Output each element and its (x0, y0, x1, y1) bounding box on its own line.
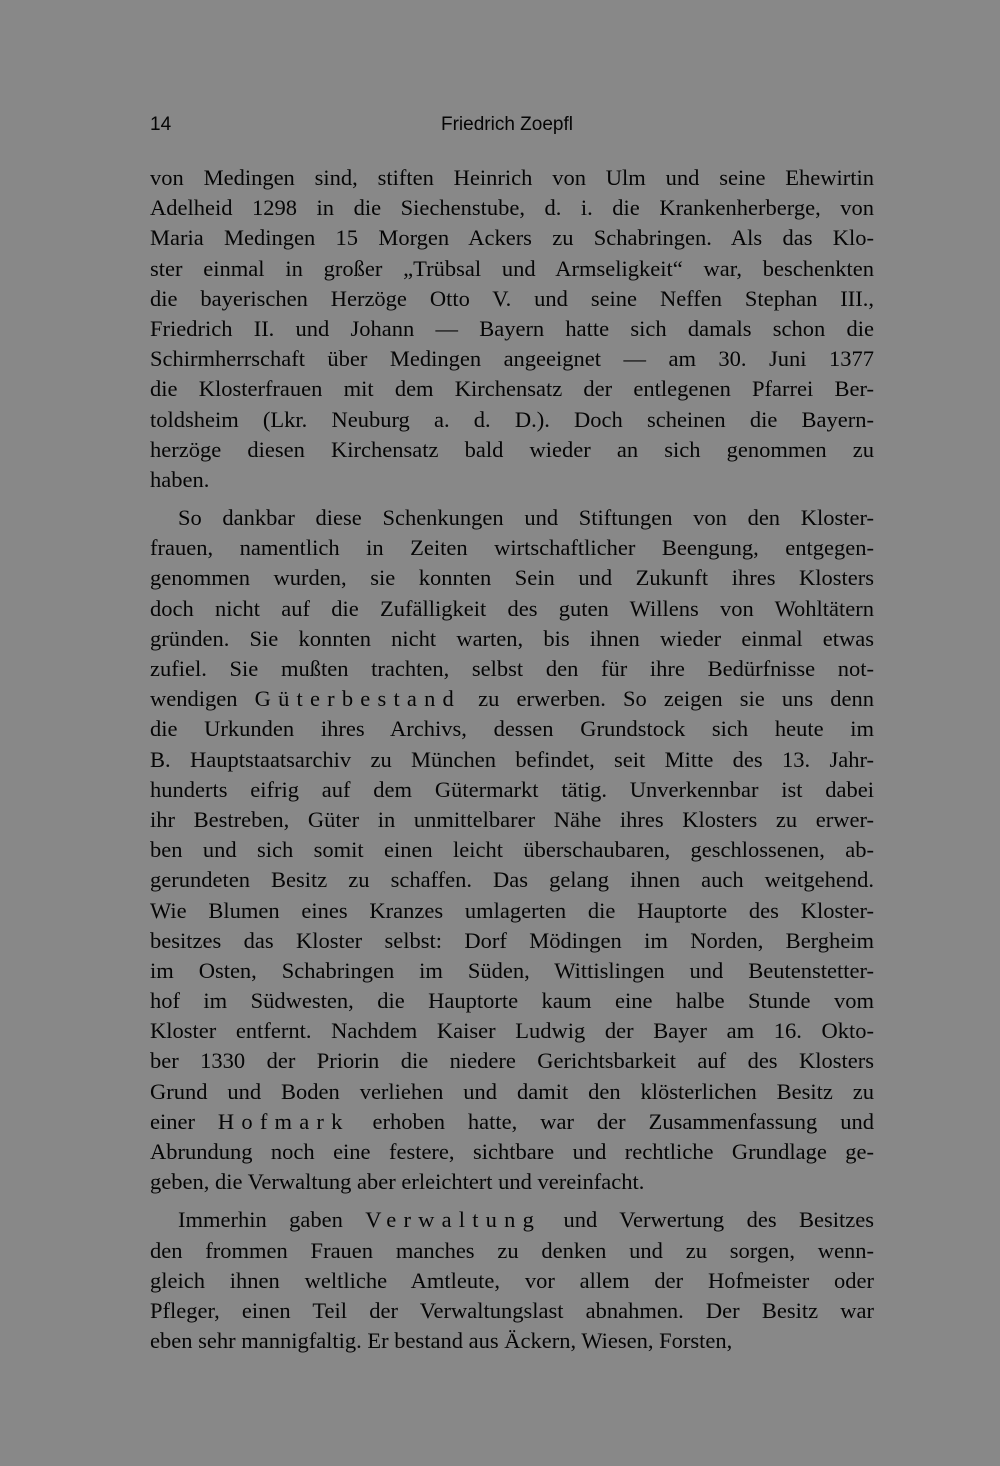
text-segment: Schirmherrschaft über Medingen angeeignet — am 30. Juni 1377 (150, 346, 874, 372)
text-segment: ben und sich somit einen leicht überschaubaren, geschlossenen, ab- (150, 837, 874, 863)
text-segment: Friedrich II. und Johann — Bayern hatte sich damals schon die (150, 315, 874, 341)
text-line (150, 926, 874, 956)
text-line (150, 835, 874, 865)
text-line (150, 745, 874, 775)
text-line (150, 465, 874, 495)
paragraph (150, 163, 874, 495)
text-line (150, 223, 874, 253)
page-number: 14 (150, 114, 172, 135)
text-line (150, 986, 874, 1016)
text-segment: Adelheid 1298 in die Siechenstube, d. i. die Krankenherberge, von (150, 195, 874, 221)
text-line (150, 193, 874, 223)
page-header (150, 114, 874, 142)
text-line (150, 1236, 874, 1266)
text-line (150, 1137, 874, 1167)
text-line (150, 896, 874, 926)
text-line (150, 405, 874, 435)
text-segment: Kloster entfernt. Nachdem Kaiser Ludwig der Bayer am 16. Okto- (150, 1018, 874, 1044)
text-segment: gleich ihnen weltliche Amtleute, vor allem der Hofmeister oder (150, 1267, 874, 1293)
text-line (150, 805, 874, 835)
text-line (150, 654, 874, 684)
text-line (150, 1167, 874, 1197)
text-line (150, 624, 874, 654)
text-line (150, 1326, 874, 1356)
spaced-emphasis: Güterbestand (254, 686, 461, 712)
spaced-emphasis: Hofmark (217, 1108, 350, 1134)
text-line (150, 956, 874, 986)
text-line (150, 1205, 874, 1235)
text-segment: geben, die Verwaltung aber erleichtert und vereinfacht. (150, 1169, 645, 1195)
text-line (150, 714, 874, 744)
text-line (150, 1266, 874, 1296)
text-segment: gerundeten Besitz zu schaffen. Das gelang ihnen auch weitgehend. (150, 867, 874, 893)
paragraph-gap (150, 1197, 874, 1205)
text-segment: im Osten, Schabringen im Süden, Wittislingen und Beutenstetter- (150, 957, 874, 983)
text-segment: besitzes das Kloster selbst: Dorf Mödingen im Norden, Bergheim (150, 927, 874, 953)
spaced-emphasis: Verwaltung (365, 1207, 542, 1233)
text-segment: und Verwertung des Besitzes (541, 1207, 874, 1233)
text-segment: den frommen Frauen manches zu denken und zu sorgen, wenn- (150, 1237, 874, 1263)
text-segment: ster einmal in großer „Trübsal und Armseligkeit“ war, beschenkten (150, 255, 874, 281)
text-segment: gründen. Sie konnten nicht warten, bis ihnen wieder einmal etwas (150, 625, 874, 651)
text-line (150, 865, 874, 895)
text-segment: Grund und Boden verliehen und damit den klösterlichen Besitz zu (150, 1078, 874, 1104)
text-line (150, 1046, 874, 1076)
text-segment: herzöge diesen Kirchensatz bald wieder an sich genommen zu (150, 436, 874, 462)
text-line (150, 594, 874, 624)
text-segment: die bayerischen Herzöge Otto V. und seine Neffen Stephan III., (150, 285, 874, 311)
text-segment: genommen wurden, sie konnten Sein und Zukunft ihres Klosters (150, 565, 874, 591)
text-segment: doch nicht auf die Zufälligkeit des guten Willens von Wohltätern (150, 595, 874, 621)
body-text (150, 163, 874, 1356)
text-segment: frauen, namentlich in Zeiten wirtschaftlicher Beengung, entgegen- (150, 535, 874, 561)
text-segment: erhoben hatte, war der Zusammenfassung und (349, 1108, 874, 1134)
paragraph-gap (150, 495, 874, 503)
paragraph (150, 503, 874, 1197)
text-segment: Wie Blumen eines Kranzes umlagerten die Hauptorte des Kloster- (150, 897, 874, 923)
text-segment: wendigen (150, 686, 255, 712)
text-segment: B. Hauptstaatsarchiv zu München befindet, seit Mitte des 13. Jahr- (150, 746, 874, 772)
paragraph (150, 1205, 874, 1356)
text-line (150, 284, 874, 314)
text-segment: von Medingen sind, stiften Heinrich von Ulm und seine Ehewirtin (150, 165, 874, 190)
text-line (150, 374, 874, 404)
text-segment: haben. (150, 466, 210, 492)
text-line (150, 163, 874, 193)
text-line (150, 775, 874, 805)
text-line (150, 435, 874, 465)
text-segment: Maria Medingen 15 Morgen Ackers zu Schabringen. Als das Klo- (150, 225, 874, 251)
text-line (150, 1077, 874, 1107)
text-segment: ber 1330 der Priorin die niedere Gerichtsbarkeit auf des Klosters (150, 1048, 874, 1074)
text-line (150, 1016, 874, 1046)
text-line (150, 344, 874, 374)
text-segment: Pfleger, einen Teil der Verwaltungslast abnahmen. Der Besitz war (150, 1297, 874, 1323)
text-segment: hunderts eifrig auf dem Gütermarkt tätig. Unverkennbar ist dabei (150, 776, 874, 802)
text-line (150, 1296, 874, 1326)
text-line (150, 254, 874, 284)
text-segment: hof im Südwesten, die Hauptorte kaum eine halbe Stunde vom (150, 988, 874, 1014)
text-segment: Immerhin gaben (178, 1207, 366, 1233)
text-segment: ihr Bestreben, Güter in unmittelbarer Nähe ihres Klosters zu erwer- (150, 806, 874, 832)
text-line (150, 533, 874, 563)
text-segment: So dankbar diese Schenkungen und Stiftungen von den Kloster- (178, 505, 874, 531)
text-segment: zu erwerben. So zeigen sie uns denn (461, 686, 874, 712)
text-line (150, 684, 874, 714)
text-line (150, 314, 874, 344)
text-segment: die Klosterfrauen mit dem Kirchensatz der entlegenen Pfarrei Ber- (150, 376, 874, 402)
text-segment: eben sehr mannigfaltig. Er bestand aus Äckern, Wiesen, Forsten, (150, 1328, 733, 1354)
text-segment: Abrundung noch eine festere, sichtbare und rechtliche Grundlage ge- (150, 1139, 874, 1164)
text-segment: einer (150, 1108, 218, 1134)
text-segment: toldsheim (Lkr. Neuburg a. d. D.). Doch scheinen die Bayern- (150, 406, 874, 432)
text-line (150, 503, 874, 533)
text-segment: zufiel. Sie mußten trachten, selbst den für ihre Bedürfnisse not- (150, 656, 874, 681)
text-line (150, 563, 874, 593)
text-segment: die Urkunden ihres Archivs, dessen Grundstock sich heute im (150, 716, 874, 742)
running-head: Friedrich Zoepfl (441, 114, 573, 135)
text-line (150, 1107, 874, 1137)
